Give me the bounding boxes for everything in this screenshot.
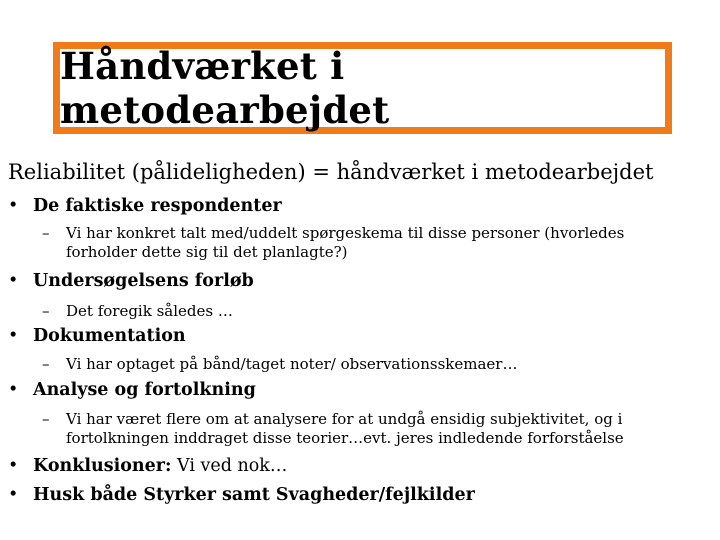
bullet-icon: •	[8, 380, 19, 400]
sub-item-analyse	[42, 410, 686, 448]
slide-title: Håndværket i metodearbejdet	[60, 44, 390, 132]
bullet-icon: •	[8, 271, 19, 291]
sub-item-forloeb	[42, 302, 686, 321]
sub-item-respondenter	[42, 224, 686, 262]
bullet-icon: •	[8, 456, 19, 476]
bullet-item-husk	[8, 485, 475, 505]
bullet-label: Husk både Styrker samt Svagheder/fejlkilder	[33, 485, 475, 505]
bullet-item-forloeb	[8, 271, 254, 291]
bullet-icon: •	[8, 326, 19, 346]
dash-icon: –	[42, 355, 50, 373]
bullet-icon: •	[8, 196, 19, 216]
sub-item-text: Vi har optaget på bånd/taget noter/ observationsskemaer…	[66, 355, 518, 373]
bullet-item-konklusioner	[8, 456, 287, 476]
bullet-label: De faktiske respondenter	[33, 196, 282, 216]
slide-subtitle: Reliabilitet (pålideligheden) = håndværket i metodearbejdet	[8, 160, 654, 184]
sub-item-text: Det foregik således …	[66, 302, 233, 320]
dash-icon: –	[42, 302, 50, 320]
bullet-label: Dokumentation	[33, 326, 186, 346]
bullet-item-dokumentation	[8, 326, 186, 346]
bullet-label: Undersøgelsens forløb	[33, 271, 254, 291]
bullet-item-analyse	[8, 380, 256, 400]
bullet-item-respondenter	[8, 196, 282, 216]
sub-item-dokumentation	[42, 355, 686, 374]
sub-item-text: Vi har konkret talt med/uddelt spørgeskema til disse personer (hvorledes forholder dette sig til det planlagte?)	[66, 224, 625, 261]
bullet-label: Analyse og fortolkning	[33, 380, 256, 400]
dash-icon: –	[42, 224, 50, 242]
bullet-rest-text: Vi ved nok…	[171, 456, 288, 476]
sub-item-text: Vi har været flere om at analysere for at undgå ensidig subjektivitet, og i fortolkningen inddraget disse teorier…evt. jeres indledende forforståelse	[66, 410, 624, 447]
title-box	[53, 42, 672, 134]
dash-icon: –	[42, 410, 50, 428]
bullet-icon: •	[8, 485, 19, 505]
bullet-label: Konklusioner:	[33, 456, 172, 476]
